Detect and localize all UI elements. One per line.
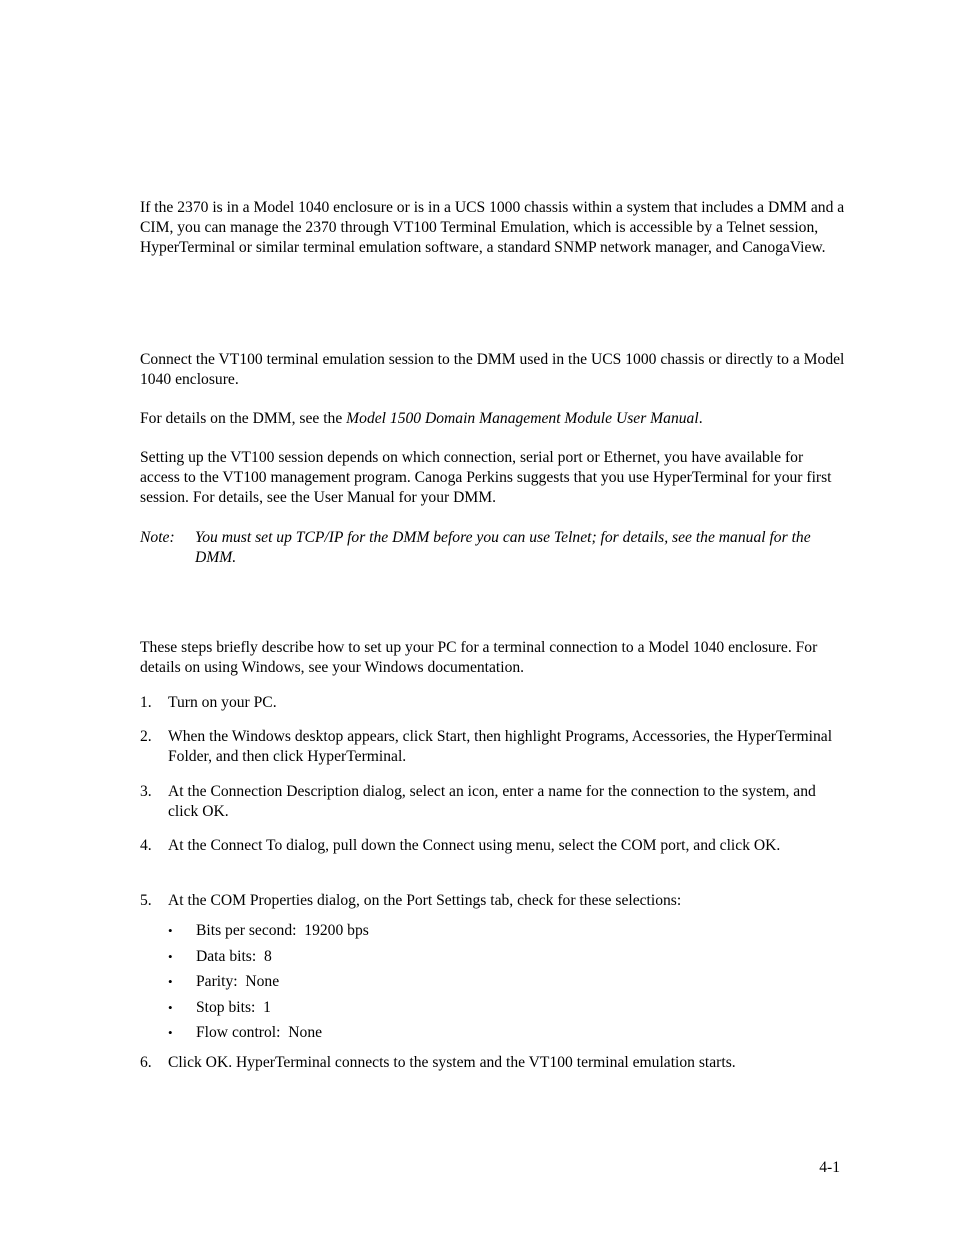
step-text: Click OK. HyperTerminal connects to the system and the VT100 terminal emulation starts. <box>168 1054 736 1071</box>
details-prefix: For details on the DMM, see the <box>140 410 347 427</box>
setting-text: Flow control: None <box>196 1024 323 1041</box>
details-suffix: . <box>698 410 703 427</box>
step-number: 2. <box>140 728 152 745</box>
note-label: Note: <box>140 529 175 546</box>
setting-text: Data bits: 8 <box>196 948 272 965</box>
bullet-icon: • <box>168 1025 173 1040</box>
setting-text: Parity: None <box>196 973 280 990</box>
step-text: When the Windows desktop appears, click Start, then highlight Programs, Accessories, the HyperTerminal Folder, and then click HyperTerminal. <box>168 728 833 765</box>
step-text: At the COM Properties dialog, on the Port Settings tab, check for these selections: <box>168 892 682 909</box>
setting-text: Stop bits: 1 <box>196 999 271 1016</box>
step-number: 4. <box>140 837 152 854</box>
note-text: You must set up TCP/IP for the DMM before you can use Telnet; for details, see the manual for the DMM. <box>195 529 811 566</box>
manual-title: Model 1500 Domain Management Module User Manual <box>346 410 699 427</box>
step-text: At the Connect To dialog, pull down the Connect using menu, select the COM port, and click OK. <box>168 837 781 854</box>
step-number: 6. <box>140 1054 152 1071</box>
connect-paragraph: Connect the VT100 terminal emulation session to the DMM used in the UCS 1000 chassis or directly to a Model 1040 enclosure. <box>140 351 845 388</box>
step-text: Turn on your PC. <box>168 694 277 711</box>
step-number: 1. <box>140 694 152 711</box>
bullet-icon: • <box>168 923 173 938</box>
bullet-icon: • <box>168 949 173 964</box>
details-paragraph <box>140 409 845 429</box>
intro-paragraph: If the 2370 is in a Model 1040 enclosure or is in a UCS 1000 chassis within a system that includes a DMM and a CIM, you can manage the 2370 through VT100 Terminal Emulation, which is accessible by a Telnet session, HyperTerminal or similar terminal emulation software, a standard SNMP network manager, and CanogaView. <box>140 199 845 256</box>
setup-paragraph: Setting up the VT100 session depends on which connection, serial port or Ethernet, you have available for access to the VT100 management program. Canoga Perkins suggests that you use HyperTerminal for your first session. For details, see the User Manual for your DMM. <box>140 449 832 506</box>
step-number: 5. <box>140 892 152 909</box>
setting-text: Bits per second: 19200 bps <box>196 922 369 939</box>
bullet-icon: • <box>168 974 173 989</box>
steps-intro-paragraph: These steps briefly describe how to set up your PC for a terminal connection to a Model 1040 enclosure. For details on using Windows, see your Windows documentation. <box>140 639 818 676</box>
step-number: 3. <box>140 783 152 800</box>
page-number: 4-1 <box>819 1159 840 1176</box>
bullet-icon: • <box>168 1000 173 1015</box>
step-text: At the Connection Description dialog, select an icon, enter a name for the connection to the system, and click OK. <box>168 783 816 820</box>
